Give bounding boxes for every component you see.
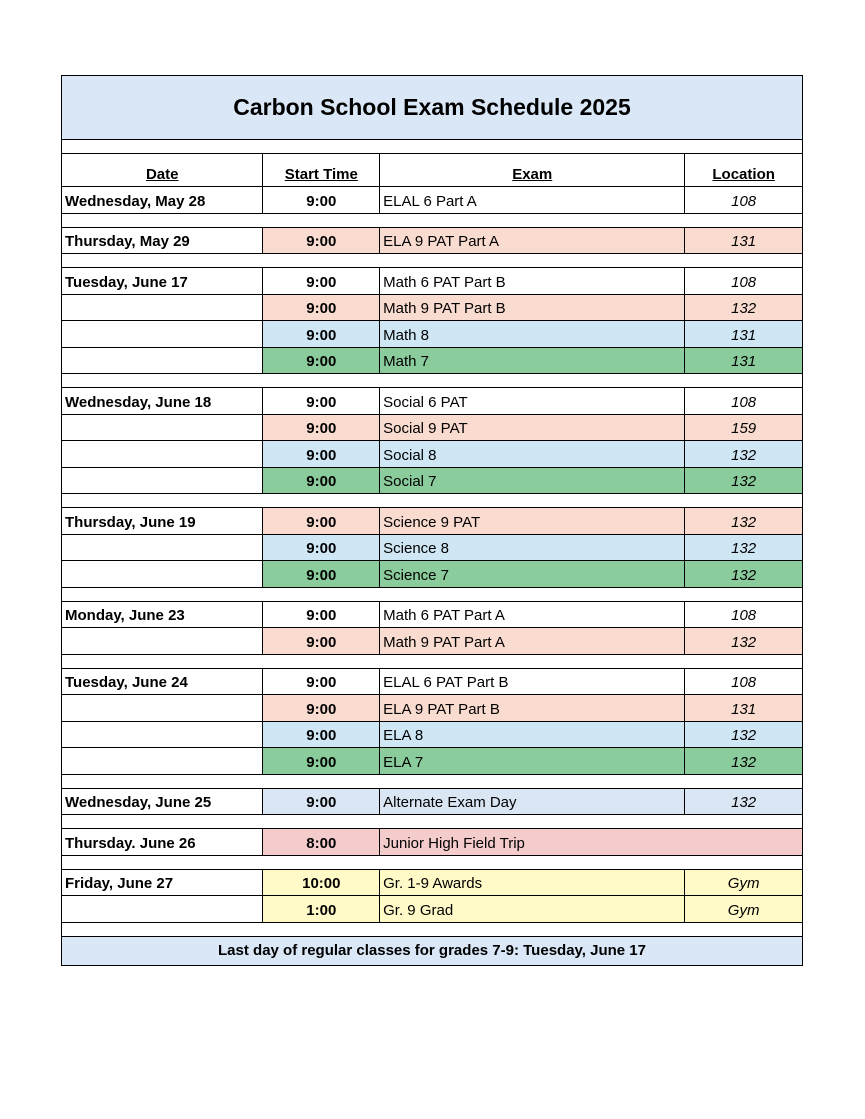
cell-date (62, 535, 263, 561)
cell-exam: Math 6 PAT Part B (380, 268, 685, 294)
header-exam: Exam (380, 154, 685, 186)
cell-time: 8:00 (263, 829, 380, 855)
cell-exam: Alternate Exam Day (380, 789, 685, 815)
cell-date (62, 748, 263, 774)
cell-time: 9:00 (263, 441, 380, 467)
spacer-row (62, 923, 802, 937)
cell-exam: Gr. 9 Grad (380, 896, 685, 922)
cell-location: 132 (685, 535, 802, 561)
cell-location: 132 (685, 561, 802, 587)
table-row (62, 695, 802, 722)
cell-time: 9:00 (263, 602, 380, 628)
cell-exam: ELA 7 (380, 748, 685, 774)
cell-location: 108 (731, 607, 757, 624)
schedule-title: Carbon School Exam Schedule 2025 (62, 76, 802, 140)
cell-time: 9:00 (263, 348, 380, 374)
table-row (62, 789, 802, 816)
cell-time: 9:00 (263, 561, 380, 587)
cell-time: 9:00 (263, 187, 380, 213)
table-row (62, 468, 802, 495)
cell-date (62, 896, 263, 922)
cell-exam: Junior High Field Trip (380, 829, 802, 855)
cell-exam: Science 8 (380, 535, 685, 561)
cell-location: 132 (685, 441, 802, 467)
cell-date: Thursday. June 26 (62, 829, 263, 855)
cell-exam: ELA 9 PAT Part B (380, 695, 685, 721)
cell-date (62, 561, 263, 587)
cell-location: 132 (685, 508, 802, 534)
table-row (62, 535, 802, 562)
cell-date: Wednesday, May 28 (62, 187, 263, 213)
table-row (62, 628, 802, 655)
cell-time: 9:00 (263, 628, 380, 654)
cell-date (62, 695, 263, 721)
table-row (62, 748, 802, 775)
cell-date: Thursday, June 19 (62, 508, 263, 534)
cell-time: 9:00 (263, 669, 380, 695)
cell-time: 9:00 (263, 748, 380, 774)
cell-exam: ELA 9 PAT Part A (380, 228, 685, 254)
cell-exam: Social 7 (380, 468, 685, 494)
table-row (62, 388, 802, 415)
cell-date (62, 722, 263, 748)
cell-location: 132 (685, 295, 802, 321)
cell-time: 9:00 (263, 789, 380, 815)
cell-date (62, 628, 263, 654)
table-row (62, 602, 802, 629)
cell-location: 108 (731, 192, 757, 210)
cell-time: 9:00 (263, 321, 380, 347)
cell-exam: ELA 8 (380, 722, 685, 748)
table-row (62, 722, 802, 749)
cell-exam: ELAL 6 PAT Part B (380, 669, 685, 695)
cell-time: 9:00 (263, 268, 380, 294)
footer-note: Last day of regular classes for grades 7-9: Tuesday, June 17 (62, 937, 802, 965)
cell-exam: Math 9 PAT Part A (380, 628, 685, 654)
cell-date (62, 295, 263, 321)
cell-date (62, 348, 263, 374)
cell-time: 9:00 (263, 695, 380, 721)
cell-time: 10:00 (263, 870, 380, 896)
cell-exam: Math 7 (380, 348, 685, 374)
cell-location: 132 (685, 789, 802, 815)
table-row (62, 896, 802, 923)
cell-date: Wednesday, June 25 (62, 789, 263, 815)
cell-location: 132 (685, 628, 802, 654)
spacer-row (62, 140, 802, 154)
cell-date: Tuesday, June 17 (62, 268, 263, 294)
cell-exam: ELAL 6 Part A (380, 187, 685, 213)
spacer-row (62, 856, 802, 870)
cell-date: Wednesday, June 18 (62, 388, 263, 414)
table-row (62, 508, 802, 535)
spacer-row (62, 214, 802, 228)
table-row (62, 321, 802, 348)
cell-location: 159 (685, 415, 802, 441)
table-row (62, 348, 802, 375)
header-location: Location (712, 166, 775, 183)
spacer-row (62, 775, 802, 789)
table-row (62, 268, 802, 295)
cell-date (62, 441, 263, 467)
cell-date: Monday, June 23 (62, 602, 263, 628)
table-row (62, 441, 802, 468)
table-row (62, 669, 802, 696)
cell-location: 108 (731, 273, 757, 291)
cell-time: 9:00 (263, 508, 380, 534)
table-row (62, 870, 802, 897)
cell-exam: Gr. 1-9 Awards (380, 870, 685, 896)
header-row (62, 154, 802, 187)
cell-time: 9:00 (263, 228, 380, 254)
cell-exam: Social 9 PAT (380, 415, 685, 441)
cell-time: 9:00 (263, 415, 380, 441)
cell-time: 9:00 (263, 468, 380, 494)
cell-time: 9:00 (263, 388, 380, 414)
cell-exam: Math 8 (380, 321, 685, 347)
cell-exam: Math 6 PAT Part A (380, 602, 685, 628)
table-row (62, 228, 802, 255)
table-row (62, 187, 802, 214)
cell-exam: Math 9 PAT Part B (380, 295, 685, 321)
spacer-row (62, 655, 802, 669)
cell-time: 1:00 (263, 896, 380, 922)
table-row (62, 415, 802, 442)
cell-exam: Science 9 PAT (380, 508, 685, 534)
cell-location: 131 (685, 228, 802, 254)
cell-location: Gym (685, 870, 802, 896)
spacer-row (62, 374, 802, 388)
cell-location: Gym (685, 896, 802, 922)
header-date: Date (62, 154, 263, 186)
spacer-row (62, 588, 802, 602)
cell-location: 131 (685, 348, 802, 374)
cell-time: 9:00 (263, 722, 380, 748)
cell-exam: Social 6 PAT (380, 388, 685, 414)
cell-time: 9:00 (263, 535, 380, 561)
cell-location: 132 (685, 722, 802, 748)
cell-location: 132 (685, 748, 802, 774)
cell-date (62, 468, 263, 494)
cell-location: 131 (685, 695, 802, 721)
table-row (62, 561, 802, 588)
cell-exam: Science 7 (380, 561, 685, 587)
exam-schedule-table (61, 75, 803, 966)
cell-date (62, 321, 263, 347)
cell-time: 9:00 (263, 295, 380, 321)
cell-location: 108 (731, 393, 757, 411)
header-start-time: Start Time (263, 154, 380, 186)
cell-location: 108 (731, 674, 757, 691)
spacer-row (62, 494, 802, 508)
table-row (62, 295, 802, 322)
table-row (62, 829, 802, 856)
cell-date: Tuesday, June 24 (62, 669, 263, 695)
cell-date (62, 415, 263, 441)
cell-location: 131 (685, 321, 802, 347)
cell-date: Thursday, May 29 (62, 228, 263, 254)
cell-location: 132 (685, 468, 802, 494)
cell-exam: Social 8 (380, 441, 685, 467)
spacer-row (62, 815, 802, 829)
cell-date: Friday, June 27 (62, 870, 263, 896)
spacer-row (62, 254, 802, 268)
